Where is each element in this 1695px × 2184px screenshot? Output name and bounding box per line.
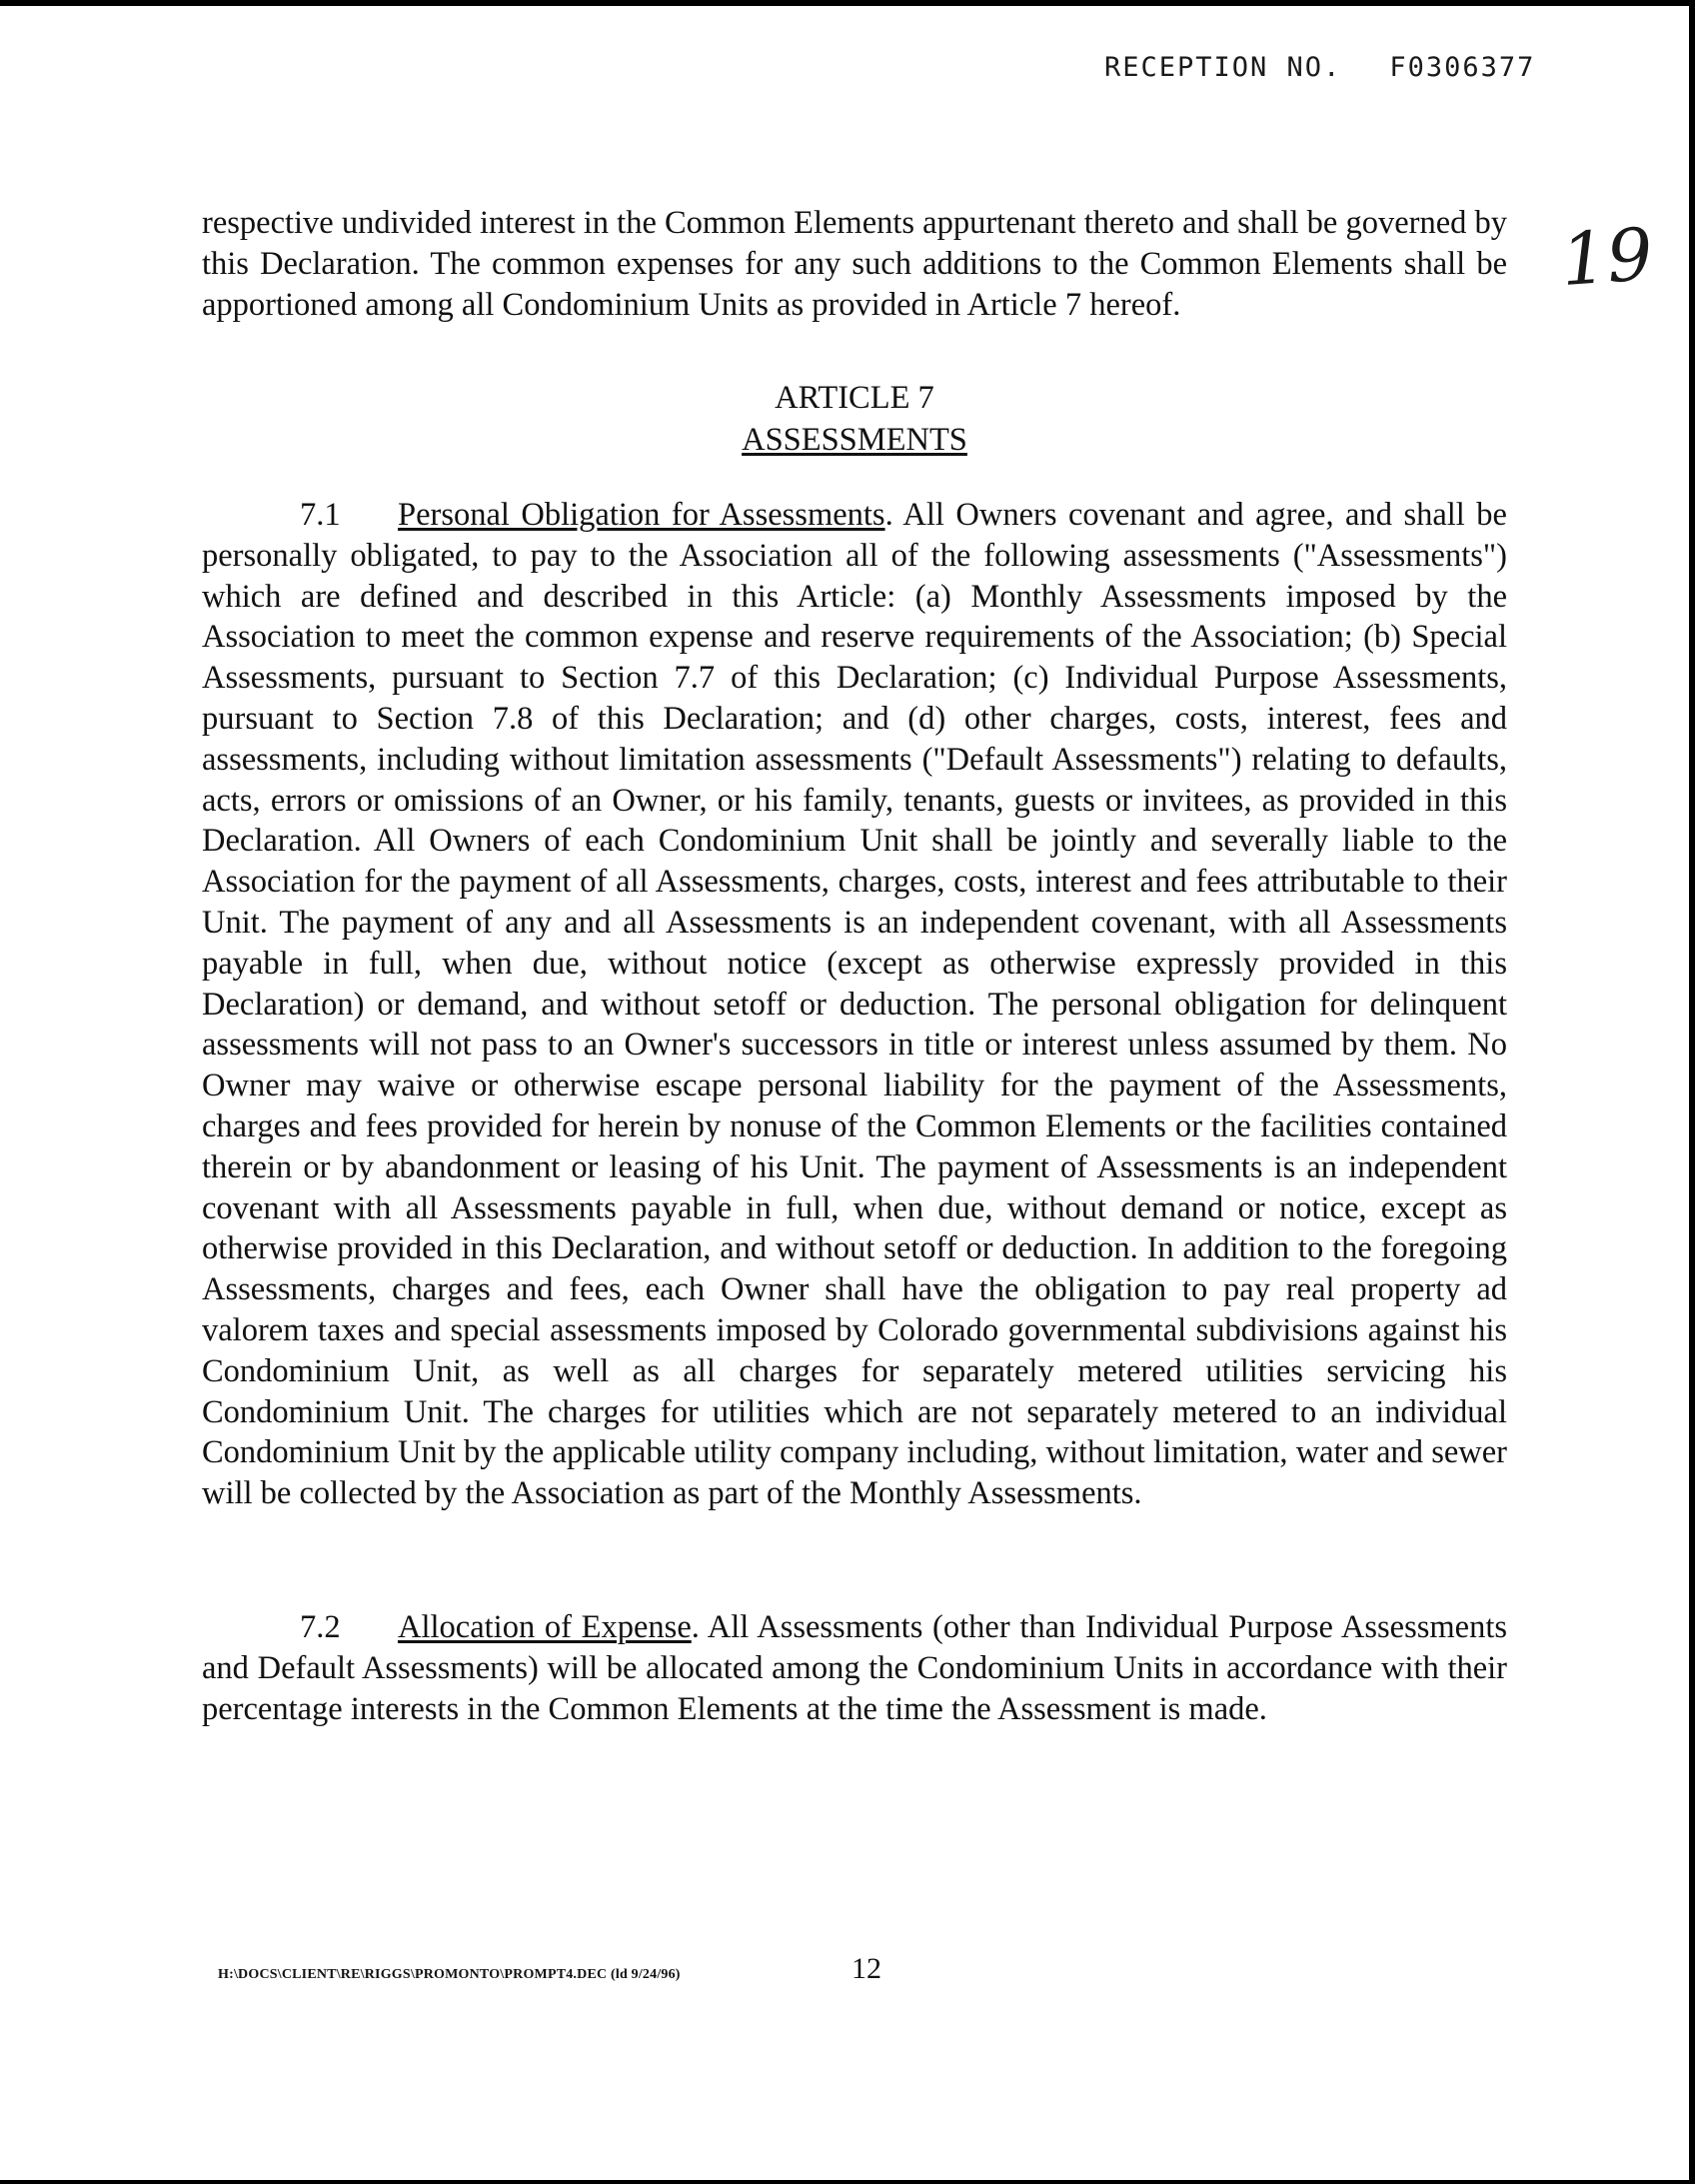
article-header [202, 377, 1507, 461]
article-heading: ARTICLE 7 [775, 380, 934, 416]
footer-file-path: H:\DOCS\CLIENT\RE\RIGGS\PROMONTO\PROMPT4.DEC (ld 9/24/96) [218, 1967, 681, 1982]
reception-stamp [1104, 52, 1535, 83]
scan-border-top [0, 0, 1695, 6]
section-paragraph [202, 1607, 1507, 1729]
scan-border-right [1689, 0, 1695, 2184]
section-paragraph [202, 495, 1507, 1514]
section-title: Personal Obligation for Assessments [398, 497, 885, 533]
handwritten-page-mark: 19 [1558, 211, 1656, 303]
section-number: 7.2 [300, 1609, 341, 1645]
article-title: ASSESSMENTS [742, 422, 967, 458]
section-title: Allocation of Expense [398, 1609, 692, 1645]
section-text: . All Owners covenant and agree, and shall be personally obligated, to pay to the Association all of the following assessments ("Assessments") which are defined and described in this Article: (a) Monthly Assessments imposed by the Association to meet the common expense and reserve requirements of the Association; (b) Special Assessments, pursuant to Section 7.7 of this Declaration; (c) Individual Purpose Assessments, pursuant to Section 7.8 of this Declaration; and (d) other charges, costs, interest, fees and assessments, including without limitation assessments ("Default Assessments") relating to defaults, acts, errors or omissions of an Owner, or his family, tenants, guests or invitees, as provided in this Declaration. All Owners of each Condominium Unit shall be jointly and severally liable to the Association for the payment of all Assessments, charges, costs, interest and fees attributable to their Unit. The payment of any and all Assessments is an independent covenant, with all Assessments payable in full, when due, without notice (except as otherwise expressly provided in this Declaration) or demand, and without setoff or deduction. The personal obligation for delinquent assessments will not pass to an Owner's successors in title or interest unless assumed by them. No Owner may waive or otherwise escape personal liability for the payment of the Assessments, charges and fees provided for herein by nonuse of the Common Elements or the facilities contained therein or by abandonment or leasing of his Unit. The payment of Assessments is an independent covenant with all Assessments payable in full, when due, without demand or notice, except as otherwise provided in this Declaration, and without setoff or deduction. In addition to the foregoing Assessments, charges and fees, each Owner shall have the obligation to pay real property ad valorem taxes and special assessments imposed by Colorado governmental subdivisions against his Condominium Unit, as well as all charges for separately metered utilities servicing his Condominium Unit. The charges for utilities which are not separately metered to an individual Condominium Unit by the applicable utility company including, without limitation, water and sewer will be collected by the Association as part of the Monthly Assessments. [202, 497, 1507, 1512]
reception-label: RECEPTION NO. [1104, 52, 1342, 83]
continuation-paragraph: respective undivided interest in the Common Elements appurtenant thereto and shall be governed by this Declaration. The common expenses for any such additions to the Common Elements shall be apportioned among all Condominium Units as provided in Article 7 hereof. [202, 205, 1507, 323]
section-number: 7.1 [300, 497, 341, 533]
page-number: 12 [851, 1952, 881, 1985]
reception-number: F0306377 [1389, 52, 1536, 83]
scan-border-bottom [0, 2180, 1695, 2184]
section-text: . All Assessments (other than Individual Purpose Assessments and Default Assessments) will be allocated among the Condominium Units in accordance with their percentage interests in the Common Elements at the time the Assessment is made. [202, 1609, 1507, 1727]
